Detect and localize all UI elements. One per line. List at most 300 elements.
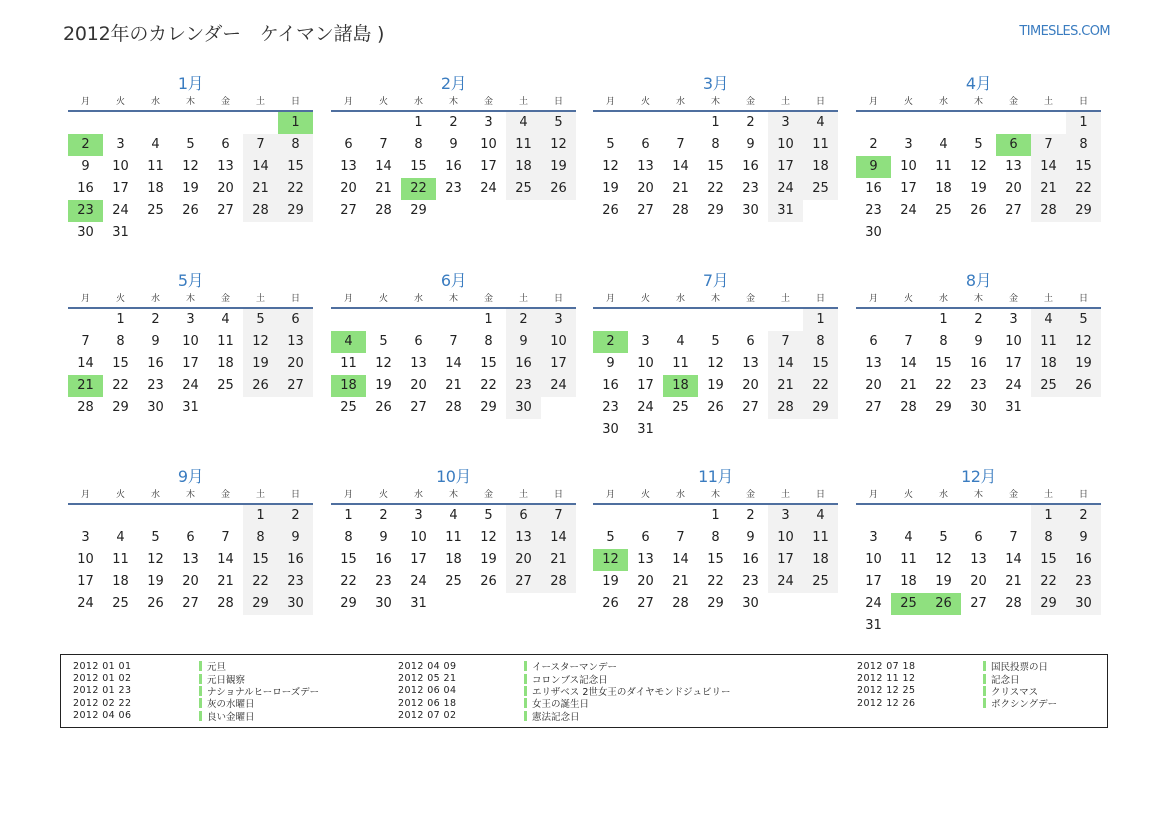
day-cell[interactable]: 30 bbox=[602, 422, 619, 437]
day-cell[interactable]: 23 bbox=[278, 571, 313, 593]
day-cell[interactable]: 8 bbox=[803, 331, 838, 353]
day-cell[interactable]: 13 bbox=[1005, 159, 1022, 174]
day-cell[interactable]: 25 bbox=[935, 203, 952, 218]
day-cell[interactable]: 12 bbox=[243, 331, 278, 353]
day-cell[interactable]: 23 bbox=[742, 181, 759, 196]
day-cell[interactable]: 5 bbox=[243, 309, 278, 331]
day-cell[interactable]: 4 bbox=[939, 137, 948, 152]
day-cell[interactable]: 22 bbox=[480, 378, 497, 393]
day-cell[interactable]: 8 bbox=[484, 334, 493, 349]
day-cell[interactable]: 15 bbox=[340, 552, 357, 567]
day-cell[interactable]: 7 bbox=[243, 134, 278, 156]
day-cell[interactable]: 12 bbox=[182, 159, 199, 174]
day-cell[interactable]: 18 bbox=[217, 356, 234, 371]
day-cell[interactable]: 24 bbox=[865, 596, 882, 611]
day-cell[interactable]: 2 bbox=[449, 115, 458, 130]
day-cell[interactable]: 28 bbox=[77, 400, 94, 415]
day-cell[interactable]: 24 bbox=[410, 574, 427, 589]
day-cell[interactable]: 24 bbox=[768, 178, 803, 200]
day-cell[interactable]: 18 bbox=[1031, 353, 1066, 375]
day-cell[interactable]: 21 bbox=[1005, 574, 1022, 589]
day-cell[interactable]: 29 bbox=[803, 397, 838, 419]
holiday-day-cell[interactable]: 22 bbox=[401, 178, 436, 200]
holiday-day-cell[interactable]: 9 bbox=[856, 156, 891, 178]
day-cell[interactable]: 8 bbox=[1066, 134, 1101, 156]
day-cell[interactable]: 30 bbox=[278, 593, 313, 615]
day-cell[interactable]: 27 bbox=[340, 203, 357, 218]
day-cell[interactable]: 9 bbox=[506, 331, 541, 353]
day-cell[interactable]: 14 bbox=[445, 356, 462, 371]
day-cell[interactable]: 25 bbox=[803, 571, 838, 593]
day-cell[interactable]: 2 bbox=[1066, 505, 1101, 527]
day-cell[interactable]: 23 bbox=[506, 375, 541, 397]
day-cell[interactable]: 11 bbox=[147, 159, 164, 174]
day-cell[interactable]: 19 bbox=[541, 156, 576, 178]
day-cell[interactable]: 22 bbox=[1066, 178, 1101, 200]
day-cell[interactable]: 16 bbox=[278, 549, 313, 571]
day-cell[interactable]: 25 bbox=[147, 203, 164, 218]
day-cell[interactable]: 26 bbox=[1066, 375, 1101, 397]
day-cell[interactable]: 5 bbox=[484, 508, 493, 523]
day-cell[interactable]: 17 bbox=[768, 156, 803, 178]
day-cell[interactable]: 11 bbox=[506, 134, 541, 156]
day-cell[interactable]: 30 bbox=[506, 397, 541, 419]
day-cell[interactable]: 3 bbox=[541, 309, 576, 331]
day-cell[interactable]: 22 bbox=[935, 378, 952, 393]
day-cell[interactable]: 26 bbox=[243, 375, 278, 397]
day-cell[interactable]: 8 bbox=[414, 137, 423, 152]
holiday-day-cell[interactable]: 6 bbox=[996, 134, 1031, 156]
day-cell[interactable]: 7 bbox=[1031, 134, 1066, 156]
day-cell[interactable]: 16 bbox=[445, 159, 462, 174]
day-cell[interactable]: 17 bbox=[480, 159, 497, 174]
day-cell[interactable]: 20 bbox=[217, 181, 234, 196]
day-cell[interactable]: 9 bbox=[278, 527, 313, 549]
day-cell[interactable]: 14 bbox=[672, 159, 689, 174]
day-cell[interactable]: 14 bbox=[900, 356, 917, 371]
day-cell[interactable]: 8 bbox=[243, 527, 278, 549]
day-cell[interactable]: 1 bbox=[484, 312, 493, 327]
holiday-day-cell[interactable]: 2 bbox=[593, 331, 628, 353]
day-cell[interactable]: 24 bbox=[541, 375, 576, 397]
day-cell[interactable]: 21 bbox=[900, 378, 917, 393]
site-link[interactable]: TIMESLES.COM bbox=[1019, 24, 1110, 39]
day-cell[interactable]: 29 bbox=[1066, 200, 1101, 222]
day-cell[interactable]: 23 bbox=[1066, 571, 1101, 593]
day-cell[interactable]: 31 bbox=[865, 618, 882, 633]
day-cell[interactable]: 12 bbox=[480, 530, 497, 545]
day-cell[interactable]: 7 bbox=[676, 137, 685, 152]
day-cell[interactable]: 19 bbox=[147, 574, 164, 589]
day-cell[interactable]: 17 bbox=[182, 356, 199, 371]
day-cell[interactable]: 18 bbox=[803, 549, 838, 571]
day-cell[interactable]: 4 bbox=[506, 112, 541, 134]
day-cell[interactable]: 14 bbox=[672, 552, 689, 567]
day-cell[interactable]: 24 bbox=[637, 400, 654, 415]
day-cell[interactable]: 13 bbox=[865, 356, 882, 371]
day-cell[interactable]: 10 bbox=[637, 356, 654, 371]
day-cell[interactable]: 30 bbox=[970, 400, 987, 415]
day-cell[interactable]: 12 bbox=[707, 356, 724, 371]
day-cell[interactable]: 4 bbox=[116, 530, 125, 545]
day-cell[interactable]: 12 bbox=[541, 134, 576, 156]
day-cell[interactable]: 22 bbox=[1031, 571, 1066, 593]
day-cell[interactable]: 16 bbox=[970, 356, 987, 371]
day-cell[interactable]: 31 bbox=[1005, 400, 1022, 415]
day-cell[interactable]: 3 bbox=[484, 115, 493, 130]
day-cell[interactable]: 7 bbox=[1009, 530, 1018, 545]
day-cell[interactable]: 21 bbox=[672, 181, 689, 196]
day-cell[interactable]: 8 bbox=[711, 137, 720, 152]
day-cell[interactable]: 12 bbox=[935, 552, 952, 567]
day-cell[interactable]: 29 bbox=[340, 596, 357, 611]
day-cell[interactable]: 24 bbox=[1005, 378, 1022, 393]
day-cell[interactable]: 3 bbox=[81, 530, 90, 545]
day-cell[interactable]: 27 bbox=[182, 596, 199, 611]
day-cell[interactable]: 11 bbox=[340, 356, 357, 371]
day-cell[interactable]: 9 bbox=[606, 356, 615, 371]
day-cell[interactable]: 4 bbox=[676, 334, 685, 349]
day-cell[interactable]: 1 bbox=[1066, 112, 1101, 134]
day-cell[interactable]: 16 bbox=[865, 181, 882, 196]
day-cell[interactable]: 24 bbox=[768, 571, 803, 593]
day-cell[interactable]: 4 bbox=[904, 530, 913, 545]
day-cell[interactable]: 24 bbox=[900, 203, 917, 218]
day-cell[interactable]: 6 bbox=[221, 137, 230, 152]
day-cell[interactable]: 10 bbox=[410, 530, 427, 545]
day-cell[interactable]: 10 bbox=[112, 159, 129, 174]
day-cell[interactable]: 21 bbox=[1031, 178, 1066, 200]
day-cell[interactable]: 15 bbox=[410, 159, 427, 174]
day-cell[interactable]: 24 bbox=[112, 203, 129, 218]
day-cell[interactable]: 3 bbox=[1009, 312, 1018, 327]
day-cell[interactable]: 24 bbox=[480, 181, 497, 196]
day-cell[interactable]: 1 bbox=[414, 115, 423, 130]
day-cell[interactable]: 12 bbox=[970, 159, 987, 174]
day-cell[interactable]: 15 bbox=[707, 552, 724, 567]
day-cell[interactable]: 7 bbox=[904, 334, 913, 349]
day-cell[interactable]: 27 bbox=[970, 596, 987, 611]
holiday-day-cell[interactable]: 1 bbox=[278, 112, 313, 134]
day-cell[interactable]: 12 bbox=[1066, 331, 1101, 353]
day-cell[interactable]: 24 bbox=[77, 596, 94, 611]
day-cell[interactable]: 1 bbox=[116, 312, 125, 327]
day-cell[interactable]: 9 bbox=[81, 159, 90, 174]
day-cell[interactable]: 19 bbox=[243, 353, 278, 375]
day-cell[interactable]: 3 bbox=[904, 137, 913, 152]
day-cell[interactable]: 31 bbox=[637, 422, 654, 437]
day-cell[interactable]: 15 bbox=[1031, 549, 1066, 571]
day-cell[interactable]: 21 bbox=[541, 549, 576, 571]
day-cell[interactable]: 15 bbox=[1066, 156, 1101, 178]
day-cell[interactable]: 7 bbox=[449, 334, 458, 349]
day-cell[interactable]: 6 bbox=[186, 530, 195, 545]
day-cell[interactable]: 22 bbox=[278, 178, 313, 200]
day-cell[interactable]: 30 bbox=[77, 225, 94, 240]
day-cell[interactable]: 7 bbox=[221, 530, 230, 545]
day-cell[interactable]: 30 bbox=[1066, 593, 1101, 615]
day-cell[interactable]: 19 bbox=[970, 181, 987, 196]
day-cell[interactable]: 31 bbox=[182, 400, 199, 415]
day-cell[interactable]: 29 bbox=[707, 596, 724, 611]
day-cell[interactable]: 11 bbox=[112, 552, 129, 567]
day-cell[interactable]: 5 bbox=[541, 112, 576, 134]
day-cell[interactable]: 28 bbox=[541, 571, 576, 593]
day-cell[interactable]: 3 bbox=[186, 312, 195, 327]
day-cell[interactable]: 26 bbox=[375, 400, 392, 415]
day-cell[interactable]: 22 bbox=[707, 181, 724, 196]
day-cell[interactable]: 27 bbox=[506, 571, 541, 593]
day-cell[interactable]: 22 bbox=[112, 378, 129, 393]
day-cell[interactable]: 9 bbox=[746, 137, 755, 152]
day-cell[interactable]: 2 bbox=[379, 508, 388, 523]
holiday-day-cell[interactable]: 23 bbox=[68, 200, 103, 222]
day-cell[interactable]: 2 bbox=[151, 312, 160, 327]
day-cell[interactable]: 19 bbox=[1066, 353, 1101, 375]
day-cell[interactable]: 6 bbox=[641, 530, 650, 545]
day-cell[interactable]: 7 bbox=[81, 334, 90, 349]
day-cell[interactable]: 5 bbox=[379, 334, 388, 349]
day-cell[interactable]: 4 bbox=[803, 505, 838, 527]
day-cell[interactable]: 21 bbox=[243, 178, 278, 200]
day-cell[interactable]: 14 bbox=[243, 156, 278, 178]
day-cell[interactable]: 9 bbox=[1066, 527, 1101, 549]
holiday-day-cell[interactable]: 25 bbox=[891, 593, 926, 615]
day-cell[interactable]: 27 bbox=[217, 203, 234, 218]
day-cell[interactable]: 1 bbox=[711, 508, 720, 523]
day-cell[interactable]: 28 bbox=[672, 203, 689, 218]
day-cell[interactable]: 17 bbox=[900, 181, 917, 196]
day-cell[interactable]: 9 bbox=[151, 334, 160, 349]
day-cell[interactable]: 17 bbox=[77, 574, 94, 589]
holiday-day-cell[interactable]: 2 bbox=[68, 134, 103, 156]
day-cell[interactable]: 28 bbox=[768, 397, 803, 419]
day-cell[interactable]: 29 bbox=[410, 203, 427, 218]
day-cell[interactable]: 1 bbox=[711, 115, 720, 130]
day-cell[interactable]: 4 bbox=[1031, 309, 1066, 331]
day-cell[interactable]: 20 bbox=[506, 549, 541, 571]
day-cell[interactable]: 11 bbox=[803, 134, 838, 156]
day-cell[interactable]: 10 bbox=[865, 552, 882, 567]
day-cell[interactable]: 23 bbox=[445, 181, 462, 196]
day-cell[interactable]: 10 bbox=[1005, 334, 1022, 349]
day-cell[interactable]: 27 bbox=[637, 203, 654, 218]
day-cell[interactable]: 17 bbox=[1005, 356, 1022, 371]
day-cell[interactable]: 31 bbox=[112, 225, 129, 240]
day-cell[interactable]: 23 bbox=[970, 378, 987, 393]
day-cell[interactable]: 24 bbox=[182, 378, 199, 393]
day-cell[interactable]: 2 bbox=[869, 137, 878, 152]
day-cell[interactable]: 7 bbox=[541, 505, 576, 527]
day-cell[interactable]: 20 bbox=[340, 181, 357, 196]
day-cell[interactable]: 27 bbox=[637, 596, 654, 611]
day-cell[interactable]: 13 bbox=[278, 331, 313, 353]
day-cell[interactable]: 19 bbox=[602, 574, 619, 589]
day-cell[interactable]: 5 bbox=[606, 137, 615, 152]
day-cell[interactable]: 30 bbox=[742, 203, 759, 218]
day-cell[interactable]: 15 bbox=[243, 549, 278, 571]
day-cell[interactable]: 6 bbox=[869, 334, 878, 349]
day-cell[interactable]: 26 bbox=[602, 596, 619, 611]
day-cell[interactable]: 10 bbox=[182, 334, 199, 349]
day-cell[interactable]: 3 bbox=[869, 530, 878, 545]
day-cell[interactable]: 31 bbox=[768, 200, 803, 222]
day-cell[interactable]: 8 bbox=[116, 334, 125, 349]
day-cell[interactable]: 26 bbox=[147, 596, 164, 611]
day-cell[interactable]: 16 bbox=[602, 378, 619, 393]
day-cell[interactable]: 6 bbox=[414, 334, 423, 349]
day-cell[interactable]: 10 bbox=[541, 331, 576, 353]
day-cell[interactable]: 11 bbox=[672, 356, 689, 371]
day-cell[interactable]: 27 bbox=[278, 375, 313, 397]
day-cell[interactable]: 17 bbox=[768, 549, 803, 571]
day-cell[interactable]: 2 bbox=[746, 115, 755, 130]
holiday-day-cell[interactable]: 4 bbox=[331, 331, 366, 353]
day-cell[interactable]: 13 bbox=[410, 356, 427, 371]
day-cell[interactable]: 20 bbox=[637, 574, 654, 589]
day-cell[interactable]: 20 bbox=[970, 574, 987, 589]
day-cell[interactable]: 26 bbox=[541, 178, 576, 200]
day-cell[interactable]: 25 bbox=[1031, 375, 1066, 397]
day-cell[interactable]: 10 bbox=[900, 159, 917, 174]
day-cell[interactable]: 20 bbox=[637, 181, 654, 196]
day-cell[interactable]: 27 bbox=[410, 400, 427, 415]
day-cell[interactable]: 16 bbox=[1066, 549, 1101, 571]
day-cell[interactable]: 21 bbox=[445, 378, 462, 393]
day-cell[interactable]: 14 bbox=[77, 356, 94, 371]
day-cell[interactable]: 23 bbox=[742, 574, 759, 589]
day-cell[interactable]: 23 bbox=[375, 574, 392, 589]
day-cell[interactable]: 29 bbox=[112, 400, 129, 415]
day-cell[interactable]: 21 bbox=[375, 181, 392, 196]
day-cell[interactable]: 10 bbox=[77, 552, 94, 567]
day-cell[interactable]: 30 bbox=[742, 596, 759, 611]
day-cell[interactable]: 22 bbox=[243, 571, 278, 593]
day-cell[interactable]: 9 bbox=[379, 530, 388, 545]
day-cell[interactable]: 29 bbox=[278, 200, 313, 222]
day-cell[interactable]: 7 bbox=[676, 530, 685, 545]
day-cell[interactable]: 25 bbox=[340, 400, 357, 415]
day-cell[interactable]: 25 bbox=[506, 178, 541, 200]
day-cell[interactable]: 20 bbox=[742, 378, 759, 393]
day-cell[interactable]: 11 bbox=[803, 527, 838, 549]
day-cell[interactable]: 3 bbox=[414, 508, 423, 523]
day-cell[interactable]: 18 bbox=[935, 181, 952, 196]
day-cell[interactable]: 21 bbox=[217, 574, 234, 589]
day-cell[interactable]: 8 bbox=[278, 134, 313, 156]
day-cell[interactable]: 12 bbox=[375, 356, 392, 371]
day-cell[interactable]: 19 bbox=[480, 552, 497, 567]
day-cell[interactable]: 29 bbox=[480, 400, 497, 415]
day-cell[interactable]: 15 bbox=[480, 356, 497, 371]
day-cell[interactable]: 1 bbox=[803, 309, 838, 331]
day-cell[interactable]: 16 bbox=[506, 353, 541, 375]
day-cell[interactable]: 13 bbox=[637, 159, 654, 174]
day-cell[interactable]: 28 bbox=[1005, 596, 1022, 611]
holiday-day-cell[interactable]: 26 bbox=[926, 593, 961, 615]
holiday-day-cell[interactable]: 21 bbox=[68, 375, 103, 397]
day-cell[interactable]: 27 bbox=[865, 400, 882, 415]
day-cell[interactable]: 20 bbox=[182, 574, 199, 589]
day-cell[interactable]: 8 bbox=[344, 530, 353, 545]
day-cell[interactable]: 13 bbox=[742, 356, 759, 371]
day-cell[interactable]: 20 bbox=[278, 353, 313, 375]
day-cell[interactable]: 13 bbox=[217, 159, 234, 174]
day-cell[interactable]: 4 bbox=[803, 112, 838, 134]
holiday-day-cell[interactable]: 18 bbox=[663, 375, 698, 397]
day-cell[interactable]: 5 bbox=[606, 530, 615, 545]
day-cell[interactable]: 10 bbox=[768, 134, 803, 156]
day-cell[interactable]: 13 bbox=[637, 552, 654, 567]
day-cell[interactable]: 13 bbox=[506, 527, 541, 549]
day-cell[interactable]: 9 bbox=[449, 137, 458, 152]
day-cell[interactable]: 22 bbox=[803, 375, 838, 397]
day-cell[interactable]: 26 bbox=[182, 203, 199, 218]
day-cell[interactable]: 18 bbox=[147, 181, 164, 196]
day-cell[interactable]: 14 bbox=[1031, 156, 1066, 178]
day-cell[interactable]: 11 bbox=[935, 159, 952, 174]
day-cell[interactable]: 19 bbox=[375, 378, 392, 393]
day-cell[interactable]: 5 bbox=[186, 137, 195, 152]
day-cell[interactable]: 29 bbox=[243, 593, 278, 615]
day-cell[interactable]: 20 bbox=[1005, 181, 1022, 196]
day-cell[interactable]: 18 bbox=[803, 156, 838, 178]
day-cell[interactable]: 16 bbox=[742, 552, 759, 567]
day-cell[interactable]: 22 bbox=[340, 574, 357, 589]
day-cell[interactable]: 17 bbox=[865, 574, 882, 589]
day-cell[interactable]: 5 bbox=[711, 334, 720, 349]
day-cell[interactable]: 6 bbox=[344, 137, 353, 152]
day-cell[interactable]: 1 bbox=[1031, 505, 1066, 527]
day-cell[interactable]: 9 bbox=[746, 530, 755, 545]
day-cell[interactable]: 6 bbox=[974, 530, 983, 545]
day-cell[interactable]: 29 bbox=[1031, 593, 1066, 615]
day-cell[interactable]: 5 bbox=[974, 137, 983, 152]
day-cell[interactable]: 26 bbox=[480, 574, 497, 589]
day-cell[interactable]: 19 bbox=[182, 181, 199, 196]
day-cell[interactable]: 3 bbox=[768, 112, 803, 134]
day-cell[interactable]: 17 bbox=[410, 552, 427, 567]
day-cell[interactable]: 22 bbox=[707, 574, 724, 589]
day-cell[interactable]: 16 bbox=[375, 552, 392, 567]
day-cell[interactable]: 29 bbox=[935, 400, 952, 415]
day-cell[interactable]: 12 bbox=[602, 159, 619, 174]
day-cell[interactable]: 18 bbox=[900, 574, 917, 589]
day-cell[interactable]: 6 bbox=[746, 334, 755, 349]
day-cell[interactable]: 14 bbox=[541, 527, 576, 549]
day-cell[interactable]: 31 bbox=[410, 596, 427, 611]
day-cell[interactable]: 27 bbox=[742, 400, 759, 415]
day-cell[interactable]: 28 bbox=[243, 200, 278, 222]
day-cell[interactable]: 27 bbox=[1005, 203, 1022, 218]
day-cell[interactable]: 18 bbox=[445, 552, 462, 567]
day-cell[interactable]: 3 bbox=[768, 505, 803, 527]
day-cell[interactable]: 13 bbox=[182, 552, 199, 567]
day-cell[interactable]: 14 bbox=[768, 353, 803, 375]
day-cell[interactable]: 8 bbox=[939, 334, 948, 349]
day-cell[interactable]: 14 bbox=[217, 552, 234, 567]
day-cell[interactable]: 20 bbox=[410, 378, 427, 393]
day-cell[interactable]: 5 bbox=[151, 530, 160, 545]
day-cell[interactable]: 6 bbox=[506, 505, 541, 527]
day-cell[interactable]: 15 bbox=[707, 159, 724, 174]
day-cell[interactable]: 5 bbox=[1066, 309, 1101, 331]
day-cell[interactable]: 14 bbox=[1005, 552, 1022, 567]
day-cell[interactable]: 25 bbox=[217, 378, 234, 393]
day-cell[interactable]: 7 bbox=[379, 137, 388, 152]
day-cell[interactable]: 5 bbox=[939, 530, 948, 545]
day-cell[interactable]: 4 bbox=[449, 508, 458, 523]
